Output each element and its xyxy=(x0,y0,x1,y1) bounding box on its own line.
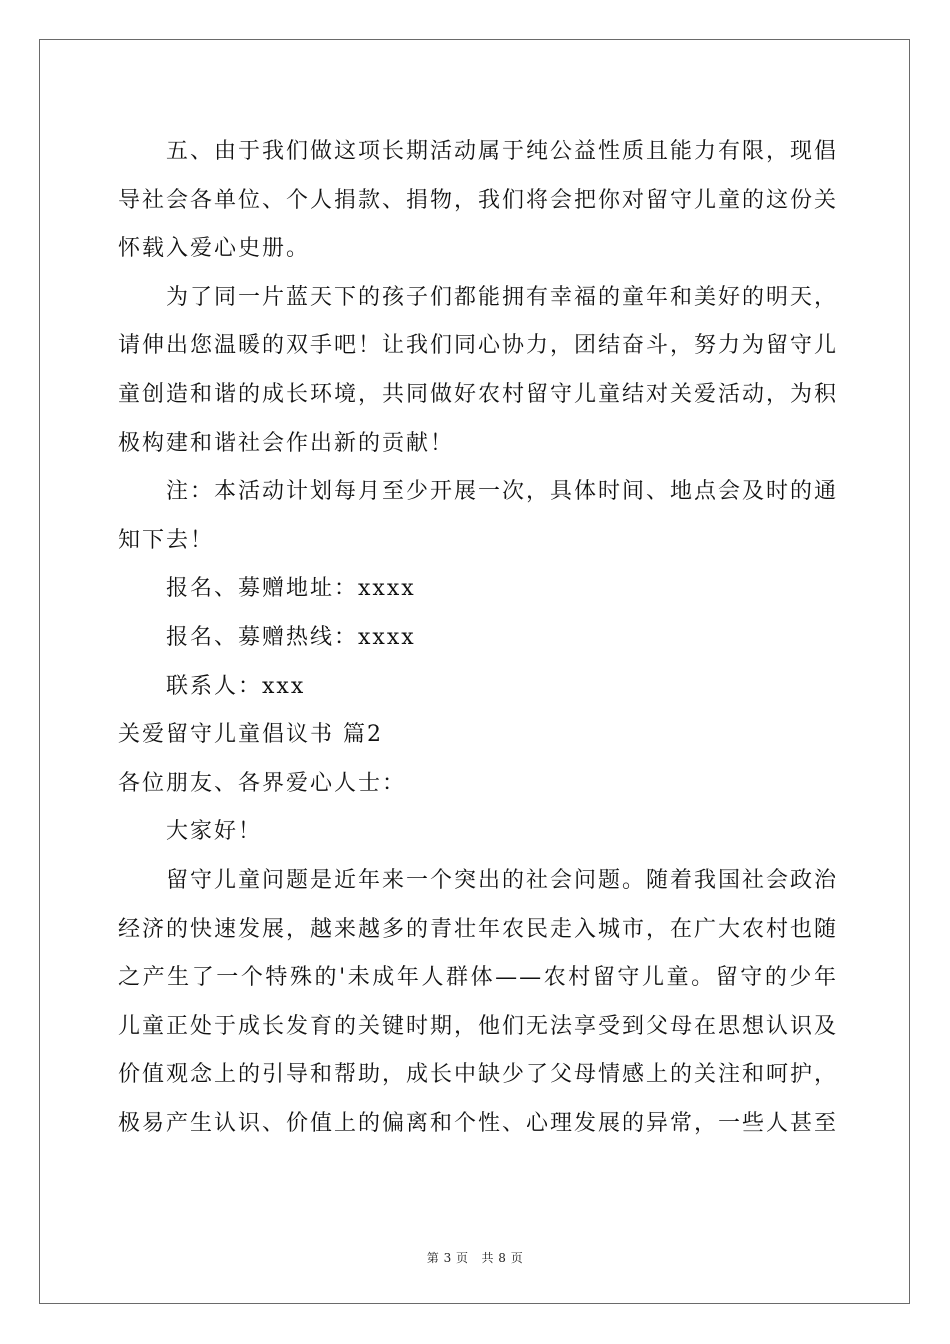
page-total: 共 8 页 xyxy=(481,1251,524,1265)
page-footer xyxy=(0,1249,950,1266)
greeting: 大家好！ xyxy=(166,819,263,845)
contact-person: 联系人：xxx xyxy=(166,673,306,699)
paragraph-background: 留守儿童问题是近年来一个突出的社会问题。随着我国社会政治经济的快速发展，越来越多的青壮年农民走入城市，在广大农村也随之产生了一个特殊的'未成年人群体——农村留守儿童。留守的少年儿童正处于成长发育的关键时期，他们无法享受到父母在思想认识及价值观念上的引导和帮助，成长中缺少了父母情感上的关注和呵护，极易产生认识、价值上的偏离和个性、心理发展的异常，一些人甚至 xyxy=(118,867,839,1136)
paragraph-donation-appeal: 五、由于我们做这项长期活动属于纯公益性质且能力有限，现倡导社会各单位、个人捐款、捐物，我们将会把你对留守儿童的这份关怀载入爱心史册。 xyxy=(118,139,839,262)
paragraph-note: 注：本活动计划每月至少开展一次，具体时间、地点会及时的通知下去！ xyxy=(118,479,839,553)
registration-hotline: 报名、募赠热线：xxxx xyxy=(166,624,416,650)
page-number: 第 3 页 xyxy=(426,1251,469,1265)
salutation: 各位朋友、各界爱心人士： xyxy=(118,770,407,796)
registration-address: 报名、募赠地址：xxxx xyxy=(166,576,416,602)
section-title: 关爱留守儿童倡议书 篇2 xyxy=(118,722,383,748)
document-body xyxy=(118,128,838,1148)
paragraph-call-to-action: 为了同一片蓝天下的孩子们都能拥有幸福的童年和美好的明天，请伸出您温暖的双手吧！让我们同心协力，团结奋斗，努力为留守儿童创造和谐的成长环境，共同做好农村留守儿童结对关爱活动，为积极构建和谐社会作出新的贡献！ xyxy=(118,284,839,456)
